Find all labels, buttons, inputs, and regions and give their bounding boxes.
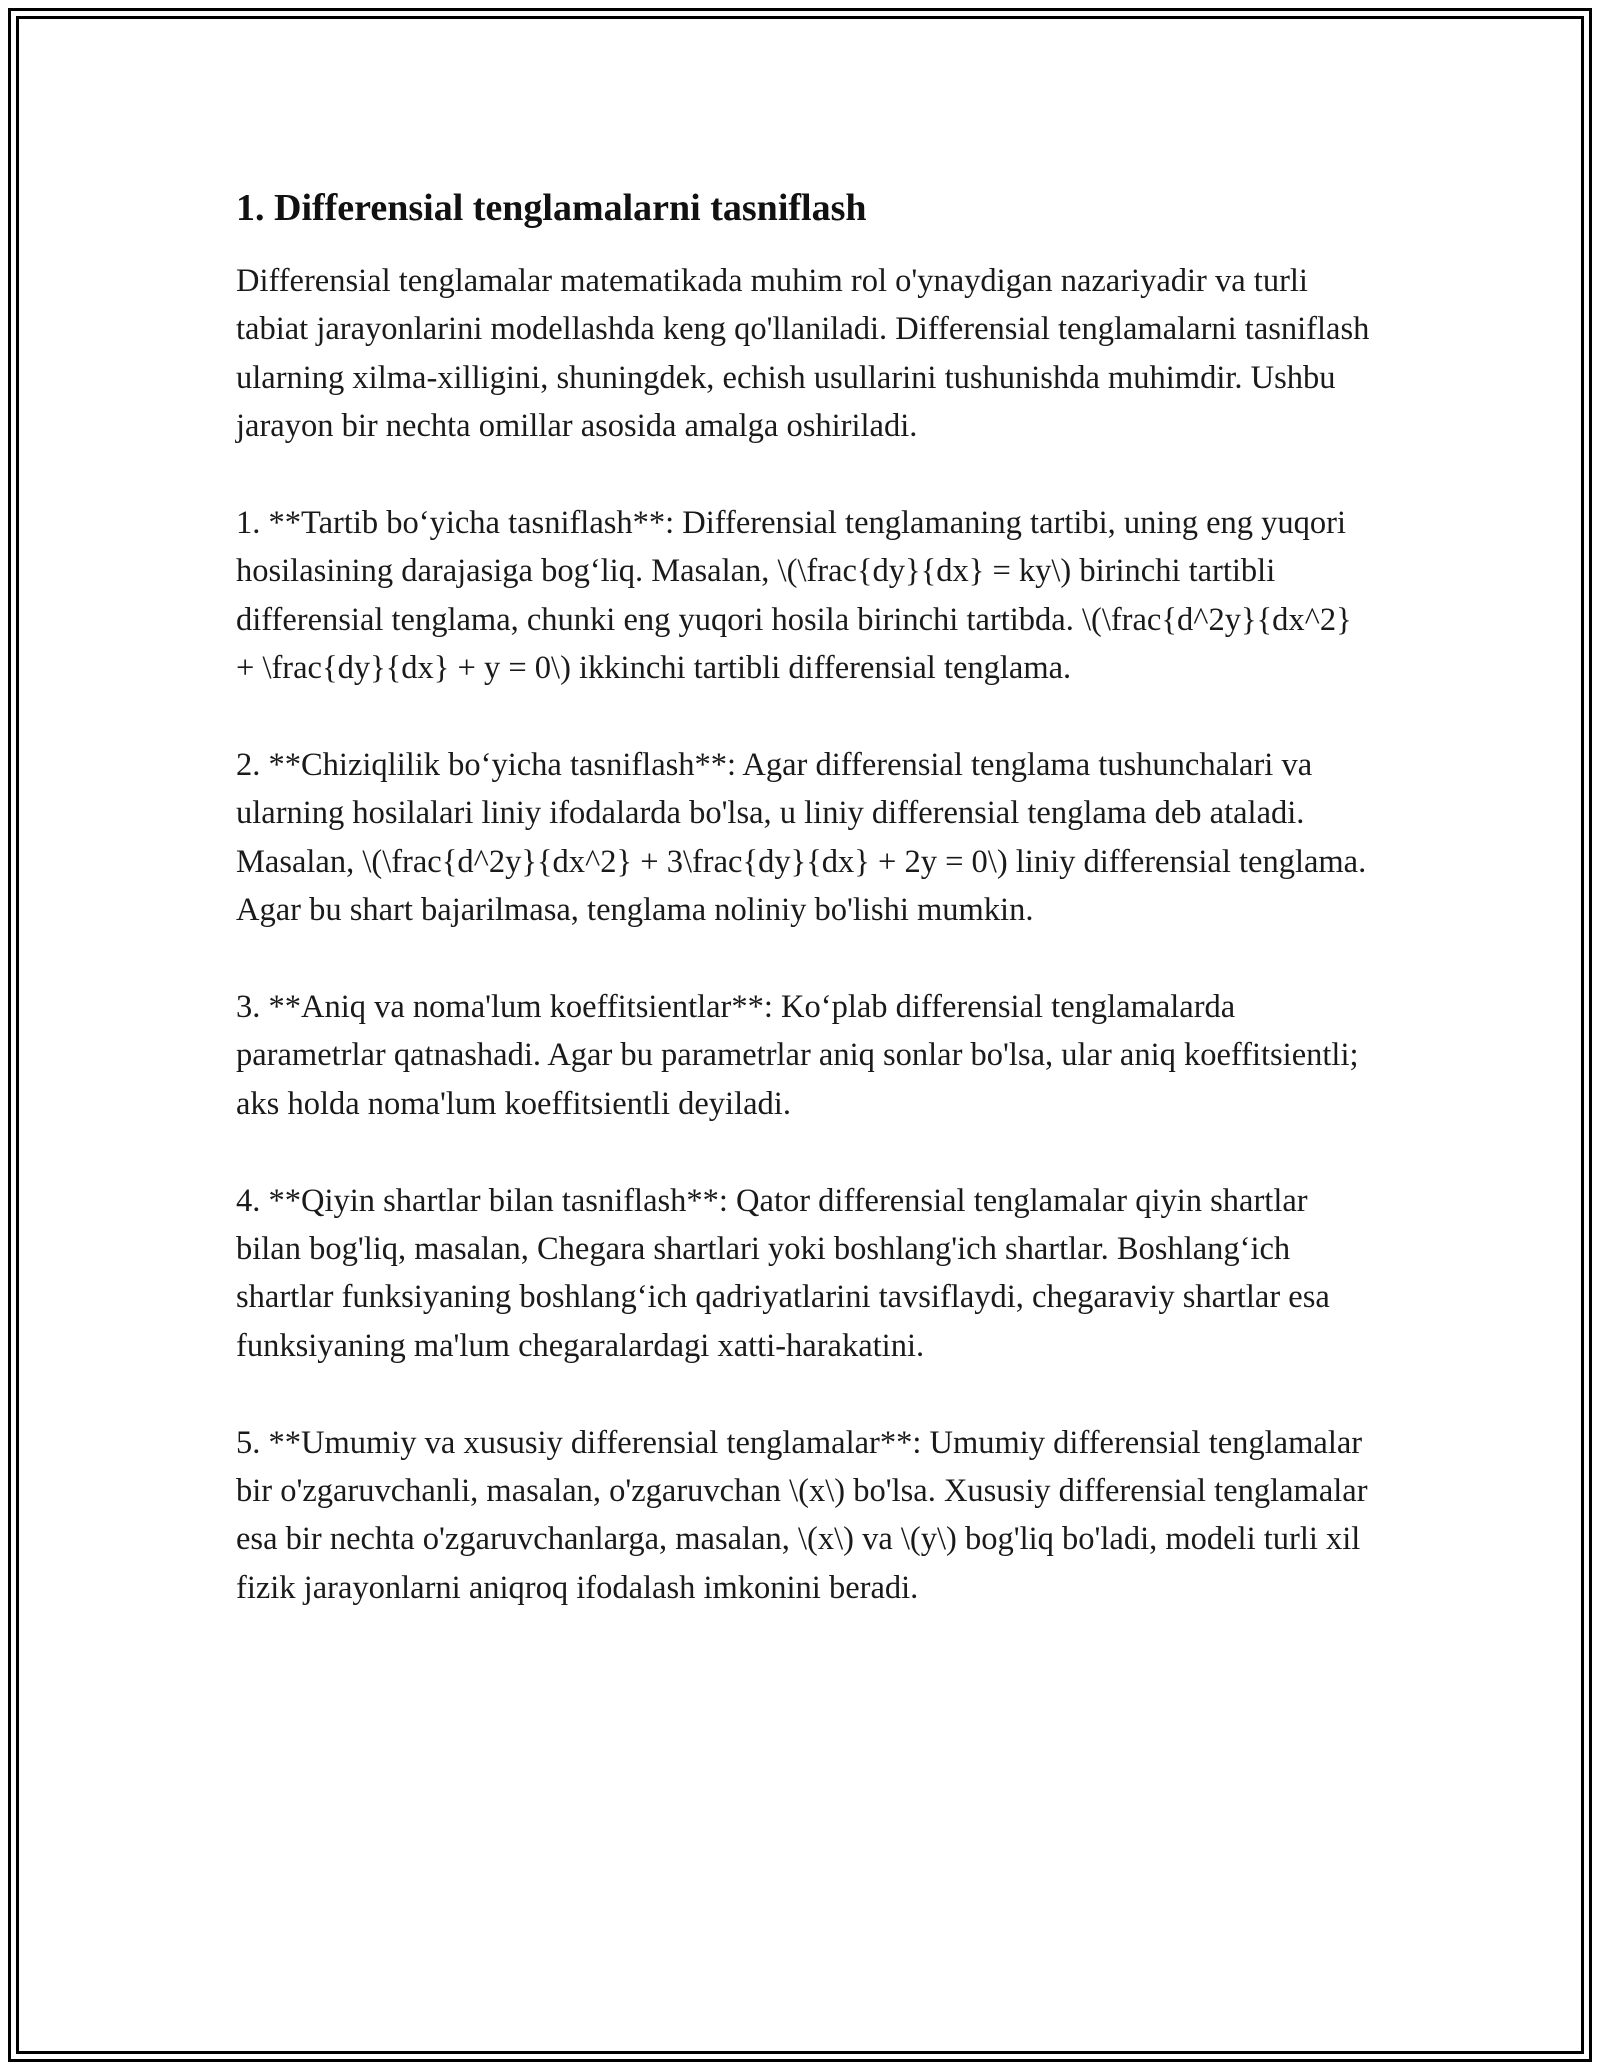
section-heading: 1. Differensial tenglamalarni tasniflash (236, 187, 867, 229)
paragraph-ordinary-partial: 5. **Umumiy va xususiy differensial tenglamalar**: Umumiy differensial tenglamalar bir o'zgaruvchanli, masalan, o'zgaruvchan \(x\) bo'lsa. Xususiy differensial tenglamalar esa bir nechta o'zgaruvchanlarga, masalan, \(x\) va \(y\) bog'liq bo'ladi, modeli turli xil fizik jarayonlarni aniqroq ifodalash imkonini beradi. (236, 1424, 1368, 1606)
paragraph-conditions: 4. **Qiyin shartlar bilan tasniflash**: Qator differensial tenglamalar qiyin shartlar bilan bog'liq, masalan, Chegara shartlari yoki boshlang'ich shartlar. Boshlang‘ich shartlar funksiyaning boshlang‘ich qadriyatlarini tavsiflaydi, chegaraviy shartlar esa funksiyaning ma'lum chegaralardagi xatti-harakatini. (236, 1182, 1330, 1364)
paragraph-coefficients: 3. **Aniq va noma'lum koeffitsientlar**: Ko‘plab differensial tenglamalarda parametrlar qatnashadi. Agar bu parametrlar aniq sonlar bo'lsa, ular aniq koeffitsientli; aks holda noma'lum koeffitsientli deyiladi. (236, 989, 1359, 1122)
paragraph-order-classification: 1. **Tartib bo‘yicha tasniflash**: Differensial tenglamaning tartibi, uning eng yuqori hosilasining darajasiga bog‘liq. Masalan, \(\frac{dy}{dx} = ky\) birinchi tartibli differensial tenglama, chunki eng yuqori hosila birinchi tartibda. \(\frac{d^2y}{dx^2} + \frac{dy}{dx} + y = 0\) ikkinchi tartibli differensial tenglama. (236, 505, 1352, 687)
document-body (236, 185, 1376, 1661)
paragraph-linearity-classification: 2. **Chiziqlilik bo‘yicha tasniflash**: Agar differensial tenglama tushunchalari va ularning hosilalari liniy ifodalarda bo'lsa, u liniy differensial tenglama deb ataladi. Masalan, \(\frac{d^2y}{dx^2} + 3\frac{dy}{dx} + 2y = 0\) liniy differensial tenglama. Agar bu shart bajarilmasa, tenglama noliniy bo'lishi mumkin. (236, 747, 1367, 929)
intro-paragraph: Differensial tenglamalar matematikada muhim rol o'ynaydigan nazariyadir va turli tabiat jarayonlarini modellashda keng qo'llaniladi. Differensial tenglamalarni tasniflash ularning xilma-xilligini, shuningdek, echish usullarini tushunishda muhimdir. Ushbu jarayon bir nechta omillar asosida amalga oshiriladi. (236, 263, 1370, 445)
